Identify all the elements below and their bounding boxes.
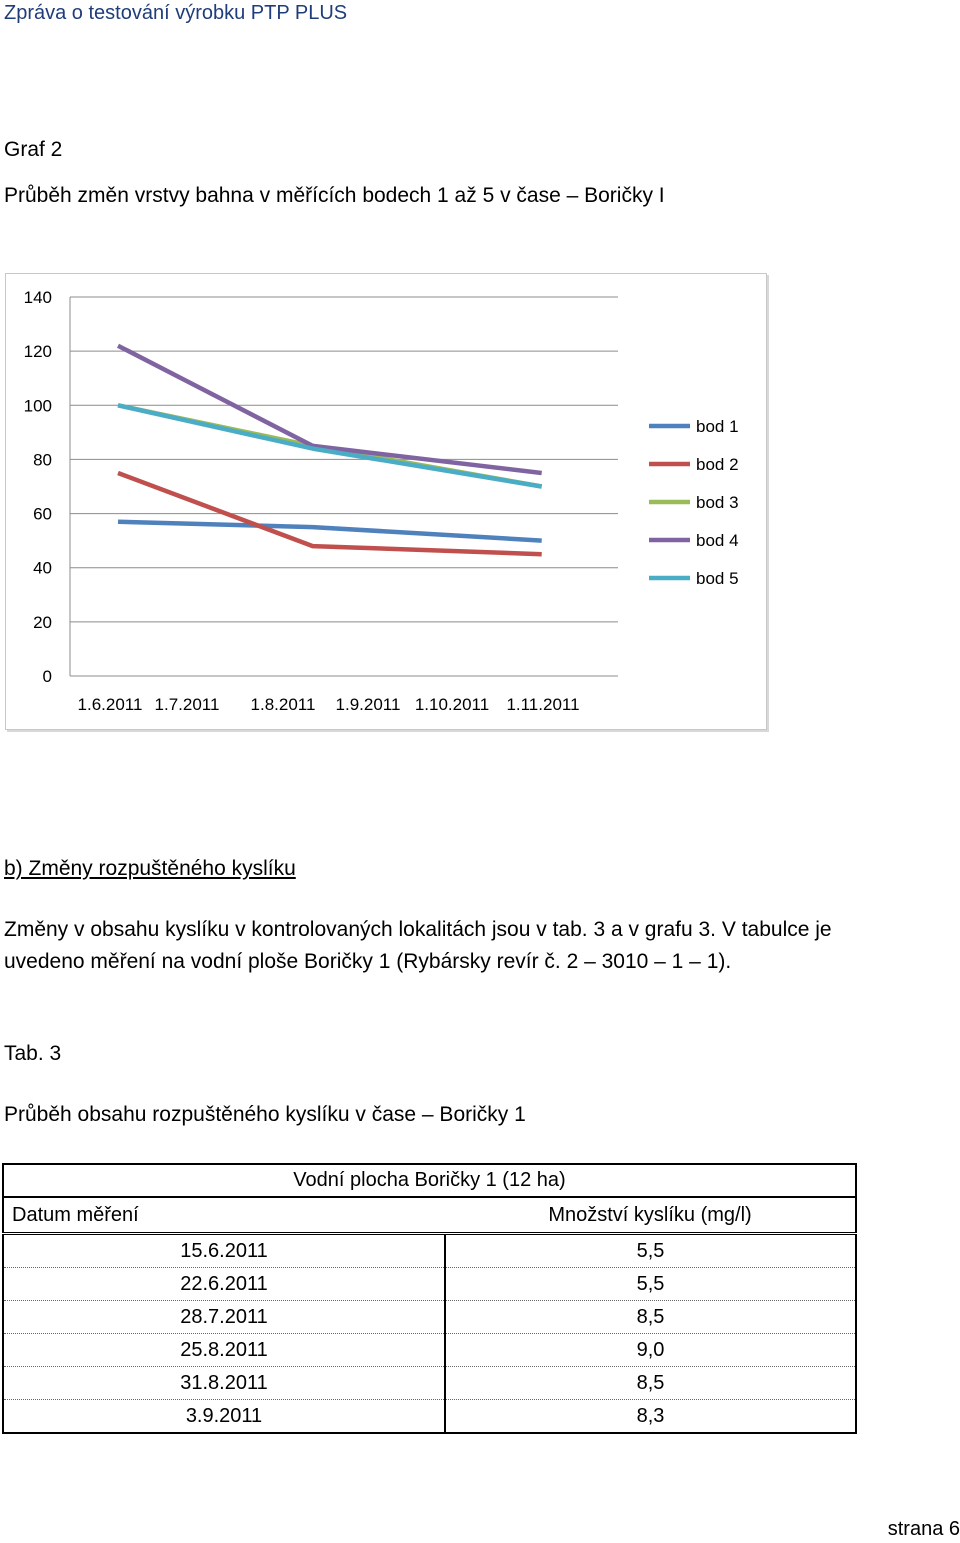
y-axis-ticks — [24, 288, 52, 686]
cell-date: 15.6.2011 — [3, 1234, 445, 1268]
cell-date: 28.7.2011 — [3, 1301, 445, 1334]
x-tick-label: 1.6.2011 — [77, 695, 143, 714]
cell-date: 31.8.2011 — [3, 1367, 445, 1400]
section-b-paragraph-line-2: uvedeno měření na vodní ploše Boričky 1 (Rybársky revír č. 2 – 3010 – 1 – 1). — [4, 950, 732, 973]
table-row — [3, 1234, 856, 1268]
x-axis-ticks — [78, 695, 580, 714]
table-row — [3, 1367, 856, 1400]
legend-label: bod 1 — [696, 417, 739, 436]
cell-oxygen: 5,5 — [445, 1268, 856, 1301]
graph-caption: Průběh změn vrstvy bahna v měřících bodech 1 až 5 v čase – Boričky I — [4, 184, 665, 207]
cell-oxygen: 8,5 — [445, 1367, 856, 1400]
chart-canvas — [6, 274, 766, 729]
table-row — [3, 1400, 856, 1434]
table-caption: Průběh obsahu rozpuštěného kyslíku v čase – Boričky 1 — [4, 1103, 526, 1126]
y-tick-label: 140 — [23, 288, 52, 307]
y-tick-label: 100 — [23, 396, 52, 416]
x-tick-label: 1.11.2011 — [506, 695, 580, 714]
graph-label: Graf 2 — [4, 138, 63, 161]
line-chart — [5, 273, 767, 730]
y-tick-label: 120 — [23, 342, 52, 362]
oxygen-table — [2, 1163, 857, 1434]
cell-oxygen: 5,5 — [445, 1234, 856, 1268]
table-row — [3, 1334, 856, 1367]
series-line-bod-1 — [118, 522, 542, 541]
legend-label: bod 4 — [696, 531, 739, 550]
column-header-date: Datum měření — [3, 1197, 445, 1234]
x-tick-label: 1.8.2011 — [250, 695, 316, 714]
chart-series — [118, 346, 542, 555]
series-line-bod-4 — [118, 346, 542, 473]
x-tick-label: 1.9.2011 — [335, 695, 401, 714]
legend-label: bod 5 — [696, 569, 739, 588]
oxygen-table-body — [3, 1164, 856, 1433]
column-header-oxygen: Množství kyslíku (mg/l) — [445, 1197, 856, 1234]
y-tick-label: 40 — [33, 558, 52, 578]
table-label: Tab. 3 — [4, 1042, 62, 1065]
y-tick-label: 60 — [33, 504, 52, 524]
legend-label: bod 2 — [696, 455, 739, 474]
x-tick-label: 1.7.2011 — [154, 695, 220, 714]
table-header-row — [3, 1197, 856, 1234]
y-tick-label: 80 — [33, 450, 52, 470]
y-tick-label: 0 — [42, 667, 52, 686]
y-tick-label: 20 — [33, 612, 52, 632]
table-row — [3, 1268, 856, 1301]
table-title-row — [3, 1164, 856, 1197]
section-b-paragraph-line-1: Změny v obsahu kyslíku v kontrolovaných lokalitách jsou v tab. 3 a v grafu 3. V tabulce je — [4, 918, 832, 941]
chart-legend — [649, 417, 739, 588]
cell-oxygen: 8,5 — [445, 1301, 856, 1334]
cell-oxygen: 8,3 — [445, 1400, 856, 1434]
cell-date: 22.6.2011 — [3, 1268, 445, 1301]
document-header: Zpráva o testování výrobku PTP PLUS — [4, 2, 348, 24]
cell-date: 25.8.2011 — [3, 1334, 445, 1367]
x-tick-label: 1.10.2011 — [414, 695, 490, 714]
legend-label: bod 3 — [696, 493, 739, 512]
section-b-heading: b) Změny rozpuštěného kyslíku — [4, 857, 296, 880]
table-row — [3, 1301, 856, 1334]
cell-oxygen: 9,0 — [445, 1334, 856, 1367]
table-title: Vodní plocha Boričky 1 (12 ha) — [3, 1164, 856, 1197]
cell-date: 3.9.2011 — [3, 1400, 445, 1434]
page-number: strana 6 — [887, 1518, 960, 1540]
